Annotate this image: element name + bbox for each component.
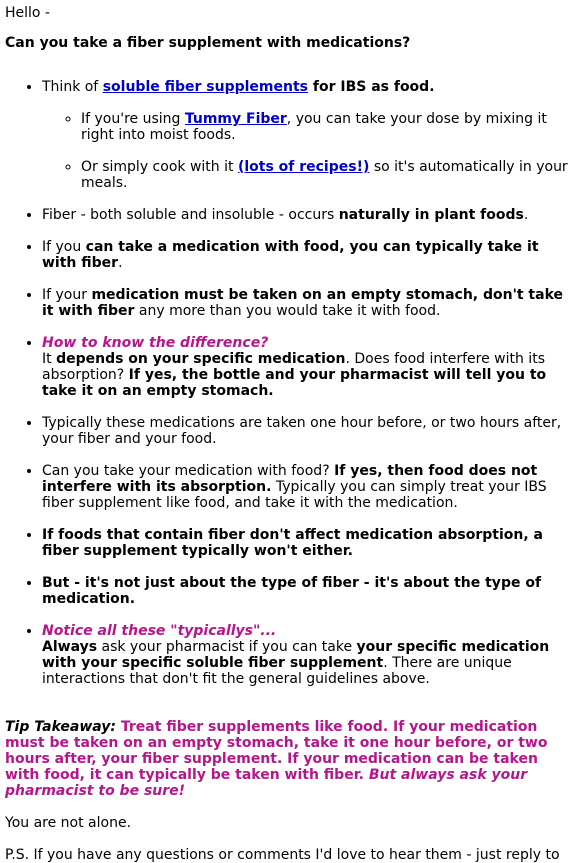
sub-list <box>42 111 577 191</box>
list-item: • How to know the difference? It depends on your specific medication. Does food interfere with its absorption? If yes, the bottle and your pharmacist will tell you to take it on an empty stomach. <box>42 335 577 399</box>
greeting: Hello - <box>5 5 50 21</box>
how-to-know-title: How to know the difference? <box>42 335 269 351</box>
page-heading: Can you take a fiber supplement with medications? <box>5 35 411 51</box>
list-item: • Notice all these "typicallys"... Always ask your pharmacist if you can take your specific medication with your specific soluble fiber supplement. There are unique interactions that don't fit the general guidelines above. <box>42 623 577 687</box>
sub-list-item: ◦ If you're using Tummy Fiber, you can take your dose by mixing it right into moist foods. <box>81 111 577 143</box>
list-item: • If you can take a medication with food, you can typically take it with fiber. <box>42 239 577 271</box>
not-alone-text: You are not alone. <box>5 815 132 831</box>
tip-label: Tip Takeaway: <box>5 719 117 735</box>
list-item: • Typically these medications are taken one hour before, or two hours after, your fiber and your food. <box>42 415 577 447</box>
list-item: • If foods that contain fiber don't affect medication absorption, a fiber supplement typically won't either. <box>42 527 577 559</box>
tip-takeaway: Tip Takeaway: Treat fiber supplements like food. If your medication must be taken on an empty stomach, take it one hour before, or two hours after, your fiber supplement. If your medication can be taken with food, it can typically be taken with fiber. But always ask your pharmacist to be sure! <box>5 719 548 799</box>
soluble-fiber-link[interactable]: soluble fiber supplements <box>102 79 308 95</box>
list-item: • Can you take your medication with food? If yes, then food does not interfere with its absorption. Typically you can simply treat your IBS fiber supplement like food, and take it with the medication. <box>42 463 577 511</box>
list-item: • But - it's not just about the type of fiber - it's about the type of medication. <box>42 575 577 607</box>
ps-text: P.S. If you have any questions or comments I'd love to hear them - just reply to <box>5 847 560 863</box>
email-body <box>5 5 577 863</box>
sub-list-item: ◦ Or simply cook with it (lots of recipes!) so it's automatically in your meals. <box>81 159 577 191</box>
list-item: • If your medication must be taken on an empty stomach, don't take it with fiber any more than you would take it with food. <box>42 287 577 319</box>
recipes-link[interactable]: (lots of recipes!) <box>237 159 370 175</box>
list-item: • Fiber - both soluble and insoluble - occurs naturally in plant foods. <box>42 207 577 223</box>
list-item: • Think of soluble fiber supplements for IBS as food. ◦ If you're using Tummy Fiber, you can take your dose by mixing it right into moist foods. ◦ Or simply cook with it (lots of recipes!) so it's automatically in your meals. <box>42 79 577 191</box>
typicallys-title: Notice all these "typicallys"... <box>42 623 277 639</box>
tips-list <box>5 79 577 687</box>
tummy-fiber-link[interactable]: Tummy Fiber <box>184 111 287 127</box>
